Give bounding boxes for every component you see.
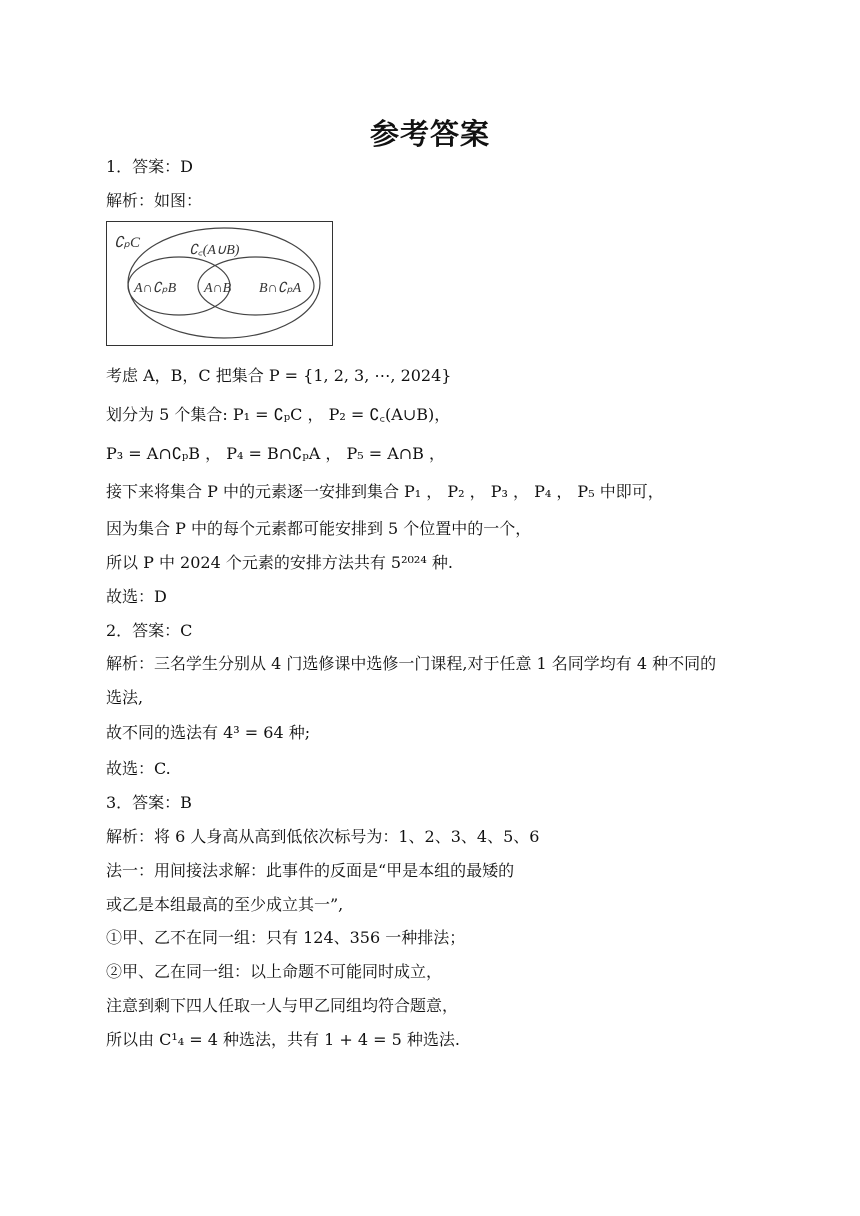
a-only-label: A∩∁ₚB	[134, 281, 177, 296]
text-line: ②甲、乙在同一组：以上命题不可能同时成立，	[106, 962, 443, 981]
text-line: 划分为 5 个集合: P₁ = ∁ₚC ， P₂ = ∁꜀(A∪B)，	[106, 405, 451, 424]
answer-3-header: 3．答案：B	[106, 793, 192, 812]
text-line: 所以由 C¹₄ = 4 种选法，共有 1 + 4 = 5 种选法.	[106, 1030, 460, 1049]
text-line: 选法,	[106, 688, 144, 707]
text-line: 解析：三名学生分别从 4 门选修课中选修一门课程,对于任意 1 名同学均有 4 种不同的	[106, 654, 717, 673]
venn-diagram	[106, 221, 334, 347]
answer-1-analysis-label: 解析：如图：	[106, 191, 203, 210]
text-line: 因为集合 P 中的每个元素都可能安排到 5 个位置中的一个，	[106, 519, 532, 538]
outer-region-label: ∁ₚC	[114, 235, 140, 251]
text-line: 所以 P 中 2024 个元素的安排方法共有 5²⁰²⁴ 种.	[106, 553, 453, 572]
text-line: 故选：D	[106, 587, 167, 606]
text-line: 或乙是本组最高的至少成立其一”,	[106, 895, 344, 914]
text-line: 接下来将集合 P 中的元素逐一安排到集合 P₁ ， P₂ ， P₃ ， P₄ ， P₅ 中即可，	[106, 482, 664, 501]
text-line: 故选：C.	[106, 759, 171, 778]
a-and-b-label: A∩B	[204, 281, 232, 296]
text-line: 故不同的选法有 4³ = 64 种;	[106, 723, 311, 742]
text-line: 考虑 A，B，C 把集合 P = {1, 2, 3, ⋯, 2024}	[106, 366, 452, 385]
text-line: 法一：用间接法求解：此事件的反面是“甲是本组的最矮的	[106, 861, 515, 880]
text-line: 解析：将 6 人身高从高到低依次标号为：1、2、3、4、5、6	[106, 827, 540, 846]
b-only-label: B∩∁ₚA	[259, 281, 302, 296]
page-title: 参考答案	[369, 117, 490, 151]
text-line: P₃ = A∩∁ₚB ， P₄ = B∩∁ₚA ， P₅ = A∩B ，	[106, 444, 446, 463]
c-minus-union-label: ∁꜀(A∪B)	[189, 243, 240, 258]
text-line: ①甲、乙不在同一组：只有 124、356 一种排法；	[106, 928, 466, 947]
answer-1-header: 1．答案：D	[106, 157, 194, 176]
text-line: 注意到剩下四人任取一人与甲乙同组均符合题意，	[106, 996, 459, 1015]
answer-2-header: 2．答案：C	[106, 621, 193, 640]
